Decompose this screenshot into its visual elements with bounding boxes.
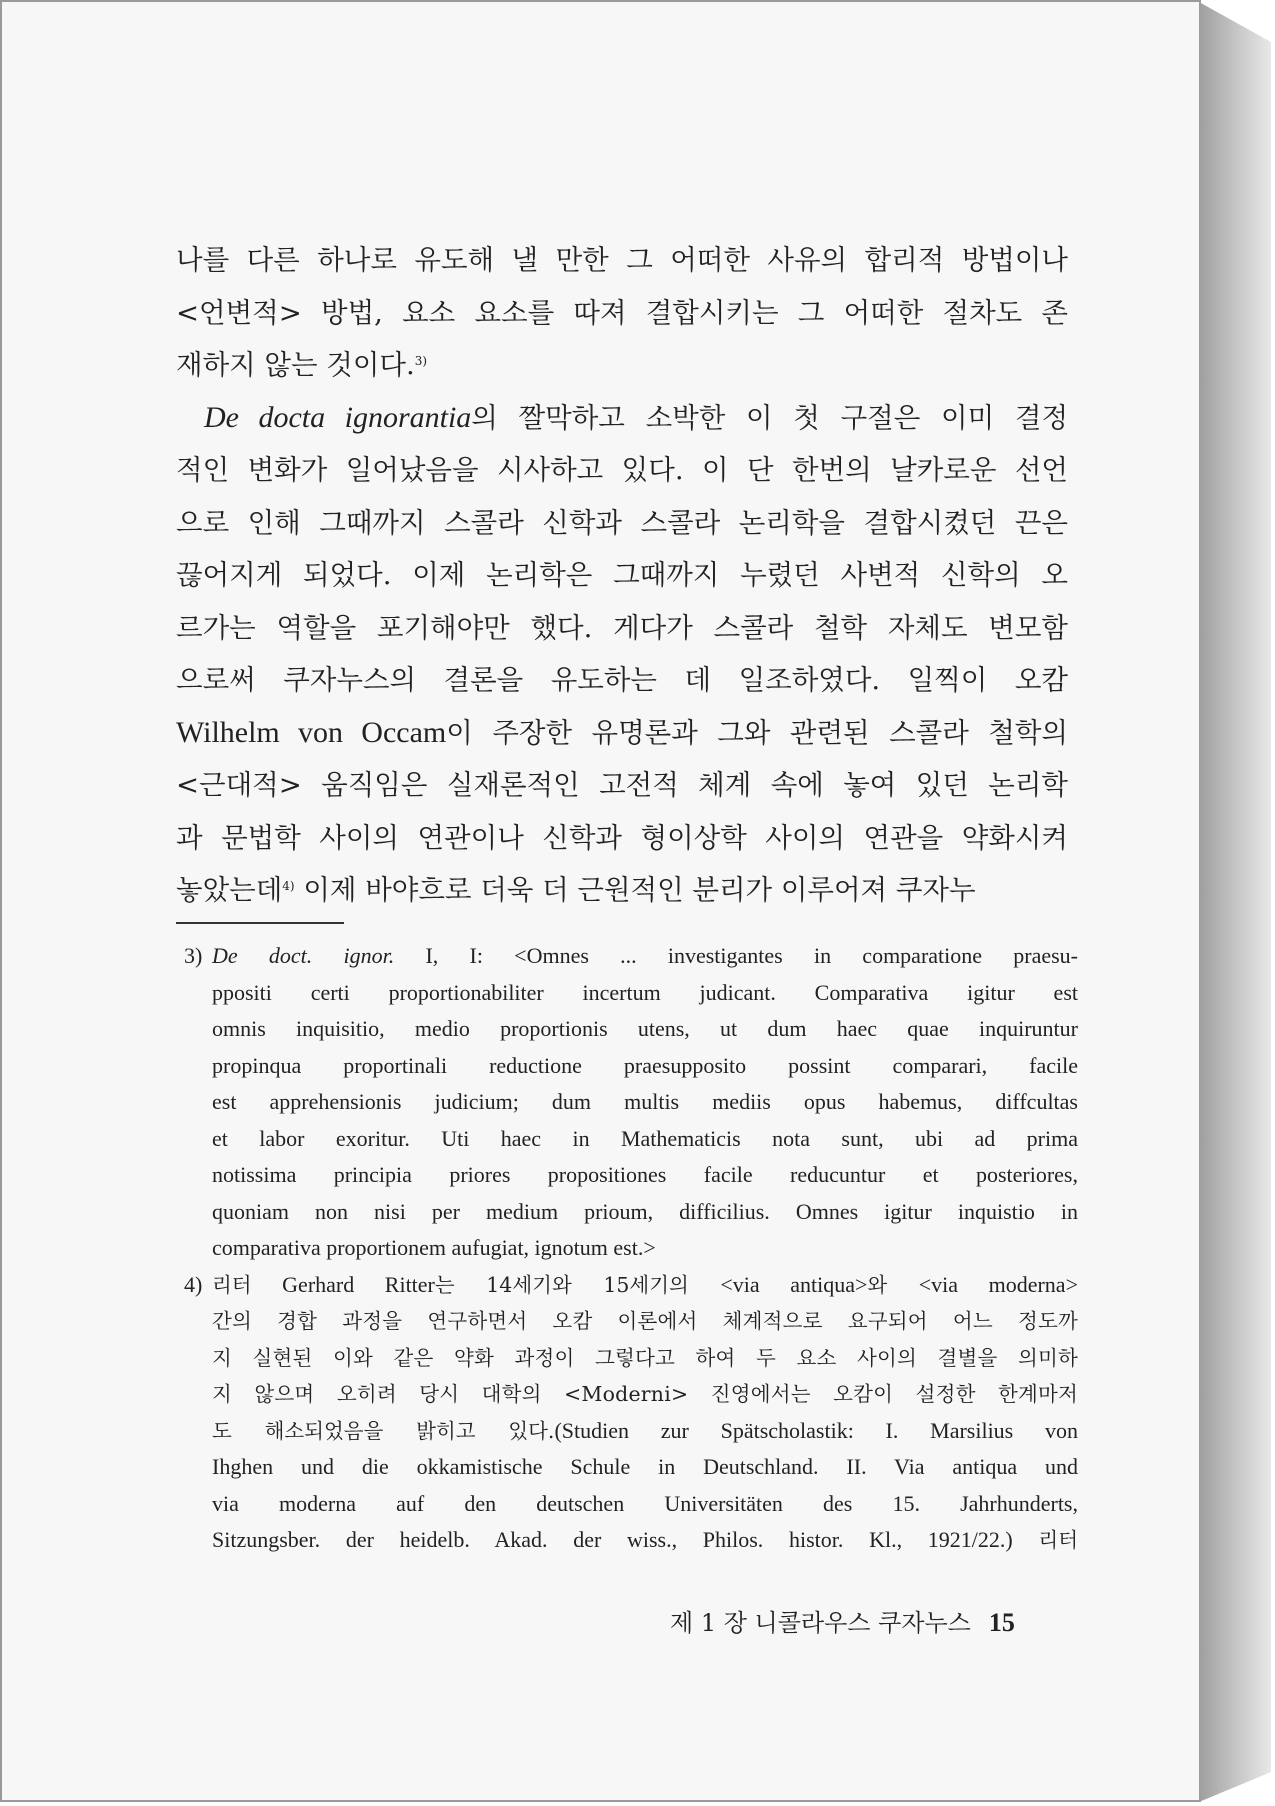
footnote-line: et labor exoritur. Uti haec in Mathematicis nota sunt, ubi ad prima [212, 1125, 1078, 1151]
footnote-line [212, 1413, 1078, 1450]
footnote-line: via moderna auf den deutschen Universitäten des 15. Jahrhunderts, [212, 1490, 1078, 1516]
page-number: 15 [988, 1608, 1015, 1637]
text-fragment: 놓았는데 [176, 874, 283, 906]
text-line: 으로써 쿠자누스의 결론을 유도하는 데 일조하였다. 일찍이 오캄 [176, 664, 1068, 696]
page-edge-shadow [1199, 2, 1271, 1802]
footnote-line [212, 938, 1078, 975]
footnote-line: comparativa proportionem aufugiat, ignotum est.> [212, 1235, 656, 1260]
text-fragment: 의 짤막하고 소박한 이 첫 구절은 이미 결정 [471, 401, 1069, 434]
footnote-ref-3: 3) [414, 354, 428, 368]
text-fragment: <via antiqua> [720, 1271, 868, 1297]
text-line [176, 392, 1068, 445]
footnote-line: 지 실현된 이와 같은 약화 과정이 그렇다고 하여 두 요소 사이의 결별을 의미하 [212, 1345, 1078, 1370]
text-line [176, 707, 1068, 760]
footnote-line [212, 1522, 1078, 1559]
text-line [176, 339, 1068, 392]
footnotes [184, 938, 1079, 1559]
text-line: 적인 변화가 일어났음을 시사하고 있다. 이 단 한번의 날카로운 선언 [176, 454, 1068, 486]
footnote-line: Ihghen und die okkamistische Schule in Deutschland. II. Via antiqua und [212, 1454, 1078, 1479]
footnote-line: propinqua proportinali reductione praesupposito possint comparari, facile [212, 1052, 1078, 1078]
footnote-line: omnis inquisitio, medio proportionis utens, ut dum haec quae inquiruntur [212, 1016, 1078, 1041]
footnote-line: ppositi certi proportionabiliter incertum judicant. Comparativa igitur est [212, 979, 1078, 1005]
running-footer [670, 1603, 1015, 1638]
footnote-line: 간의 경합 과정을 연구하면서 오캄 이론에서 체계적으로 요구되어 어느 정도까 [212, 1309, 1078, 1333]
text-line: 과 문법학 사이의 연관이나 신학과 형이상학 사이의 연관을 약화시켜 [176, 821, 1068, 854]
footnote-number: 4) [184, 1271, 203, 1297]
text-fragment: 는 14세기와 15세기의 [434, 1272, 721, 1297]
footnote-4 [184, 1267, 1078, 1559]
text-fragment: Sitzungsber. der heidelb. Akad. der wiss., Philos. histor. Kl., 1921/22.) [212, 1527, 1039, 1552]
footnote-line: est apprehensionis judicium; dum multis mediis opus habemus, diffcultas [212, 1089, 1078, 1114]
footnote-line [212, 1267, 1078, 1304]
footnote-line: 지 않으며 오히려 당시 대학의 <Moderni> 진영에서는 오캄이 설정한 한계마저 [212, 1382, 1078, 1406]
text-fragment: <via moderna> [918, 1271, 1078, 1297]
text-line: <근대적> 움직임은 실재론적인 고전적 체계 속에 놓여 있던 논리학 [176, 769, 1068, 801]
text-fragment: 이 주장한 유명론과 그와 관련된 스콜라 철학의 [446, 716, 1069, 749]
text-fragment: 와 [867, 1272, 919, 1297]
main-text [176, 234, 1068, 917]
text-line: <언변적> 방법, 요소 요소를 따져 결합시키는 그 어떠한 절차도 존 [176, 296, 1068, 329]
text-fragment: 이제 바야흐로 더욱 더 근원적인 분리가 이루어져 쿠자누 [294, 874, 976, 906]
text-line: 나를 다른 하나로 유도해 낼 만한 그 어떠한 사유의 합리적 방법이나 [176, 244, 1068, 276]
text-line: 끊어지게 되었다. 이제 논리학은 그때까지 누렸던 사변적 신학의 오 [176, 559, 1068, 591]
text-fragment: 재하지 않는 것이다. [176, 349, 415, 381]
footnote-line: quoniam non nisi per medium prioum, difficilius. Omnes igitur inquistio in [212, 1198, 1078, 1224]
footnote-3 [184, 938, 1079, 1267]
text-fragment: 도 해소되었음을 밝히고 있다. [212, 1418, 555, 1443]
footnote-separator [176, 922, 344, 924]
text-fragment: I, I: <Omnes ... investigantes in comparatione praesu- [394, 943, 1079, 968]
text-fragment: (Studien zur Spätscholastik: I. Marsilius von [554, 1417, 1078, 1443]
footnote-number: 3) [184, 943, 203, 968]
citation-italic: De doct. ignor. [212, 943, 395, 968]
text-fragment: 리터 [1038, 1528, 1078, 1552]
footnote-ref-4: 4) [282, 879, 295, 893]
chapter-title: 제 1 장 니콜라우스 쿠자누스 [670, 1609, 971, 1637]
book-title-italic: De docta ignorantia [204, 400, 472, 434]
text-fragment: 리터 [212, 1272, 252, 1297]
text-line: 으로 인해 그때까지 스콜라 신학과 스콜라 논리학을 결합시켰던 끈은 [176, 506, 1068, 539]
footnote-line: notissima principia priores propositiones facile reducuntur et posteriores, [212, 1162, 1078, 1187]
text-line: 르가는 역할을 포기해야만 했다. 게다가 스콜라 철학 자체도 변모함 [176, 611, 1068, 644]
text-line [176, 864, 1068, 917]
person-name: Wilhelm von Occam [176, 715, 447, 749]
text-fragment: Gerhard Ritter [251, 1271, 435, 1297]
